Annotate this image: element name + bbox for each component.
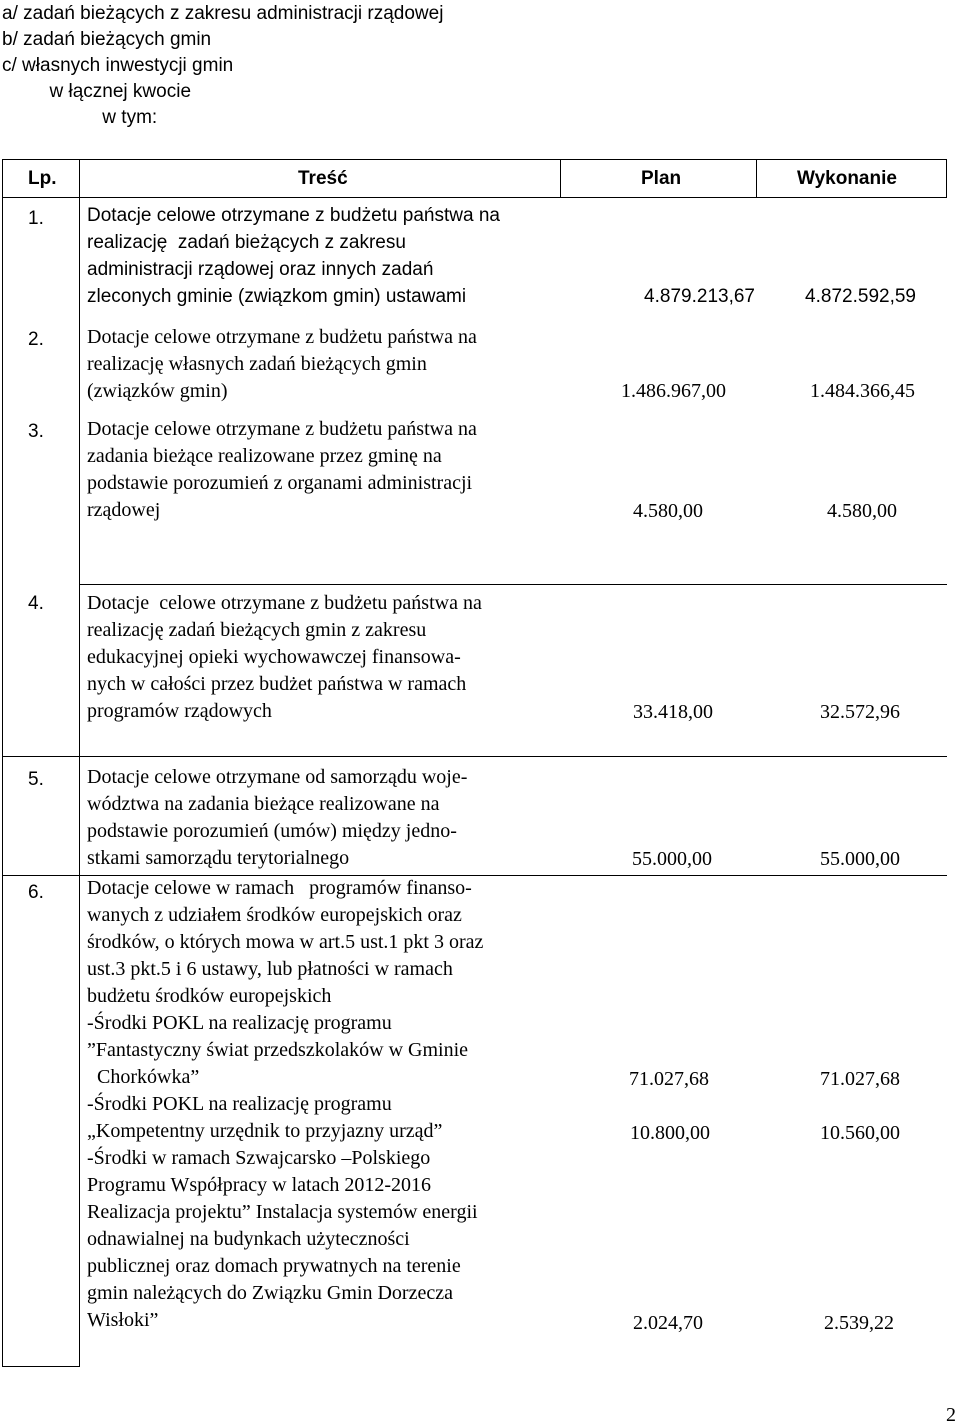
row-6-wykonanie-2: 10.560,00 xyxy=(820,1122,900,1144)
row-1-line: realizację zadań bieżących z zakresu xyxy=(87,232,406,253)
intro-block xyxy=(2,1,443,131)
header-tresc: Treść xyxy=(298,168,348,189)
row-2-lp: 2. xyxy=(28,329,44,350)
row-6-line: Chorkówka” xyxy=(87,1066,200,1088)
row-6-line: środków, o których mowa w art.5 ust.1 pkt 3 oraz xyxy=(87,931,484,953)
row-4-line: Dotacje celowe otrzymane z budżetu państwa na xyxy=(87,592,482,614)
row-6-line: Wisłoki” xyxy=(87,1309,159,1331)
table-top-border xyxy=(2,159,947,160)
row-6-line: gmin należących do Związku Gmin Dorzecza xyxy=(87,1282,453,1304)
row-3-plan: 4.580,00 xyxy=(633,500,703,522)
row-6-line: budżetu środków europejskich xyxy=(87,985,332,1007)
row-3-line: podstawie porozumień z organami administracji xyxy=(87,472,473,494)
row-6-line: -Środki POKL na realizację programu xyxy=(87,1093,392,1115)
row-6-wykonanie-1: 71.027,68 xyxy=(820,1068,900,1090)
row-3-line: zadania bieżące realizowane przez gminę na xyxy=(87,445,442,467)
table-bottom-border xyxy=(2,1366,80,1367)
row-6-line: -Środki w ramach Szwajcarsko –Polskiego xyxy=(87,1147,431,1169)
row-6-line: wanych z udziałem środków europejskich oraz xyxy=(87,904,462,926)
row-6-plan-1: 71.027,68 xyxy=(629,1068,709,1090)
row-4-line: nych w całości przez budżet państwa w ramach xyxy=(87,673,467,695)
row-6-line: „Kompetentny urzędnik to przyjazny urząd” xyxy=(87,1120,443,1142)
intro-line: c/ własnych inwestycji gmin xyxy=(2,55,234,76)
row-2-description xyxy=(87,324,477,405)
column-divider xyxy=(79,159,80,1367)
row-6-line: Programu Współpracy w latach 2012-2016 xyxy=(87,1174,431,1196)
intro-line: w tym: xyxy=(2,107,158,128)
row-2-line: Dotacje celowe otrzymane z budżetu państwa na xyxy=(87,326,477,348)
row-6-wykonanie-3: 2.539,22 xyxy=(824,1312,894,1334)
row-5-line: podstawie porozumień (umów) między jedno- xyxy=(87,820,457,842)
row-3-lp: 3. xyxy=(28,421,44,442)
row-5-line: wództwa na zadania bieżące realizowane na xyxy=(87,793,440,815)
row-6-line: -Środki POKL na realizację programu xyxy=(87,1012,392,1034)
row-5-plan: 55.000,00 xyxy=(632,848,712,870)
page-number: 2 xyxy=(946,1404,956,1426)
row-5-description xyxy=(87,764,467,872)
row-2-line: realizację własnych zadań bieżących gmin xyxy=(87,353,427,375)
row-4-line: edukacyjnej opieki wychowawczej finansowa- xyxy=(87,646,461,668)
row-1-plan: 4.879.213,67 xyxy=(644,286,755,307)
row-1-wykonanie: 4.872.592,59 xyxy=(805,286,916,307)
row-6-line: ”Fantastyczny świat przedszkolaków w Gminie xyxy=(87,1039,469,1061)
row-4-plan: 33.418,00 xyxy=(633,701,713,723)
row-3-line: rządowej xyxy=(87,499,161,521)
header-bottom-border xyxy=(2,197,947,198)
header-plan: Plan xyxy=(641,168,682,189)
header-wykonanie: Wykonanie xyxy=(797,168,897,189)
row-4-line: programów rządowych xyxy=(87,700,272,722)
row-1-lp: 1. xyxy=(28,208,44,229)
intro-line: w łącznej kwocie xyxy=(2,81,192,102)
row-3-description xyxy=(87,416,477,524)
row-6-lp: 6. xyxy=(28,882,44,903)
row-6-line: Dotacje celowe w ramach programów finanso- xyxy=(87,877,472,899)
row-5-line: Dotacje celowe otrzymane od samorządu woje- xyxy=(87,766,468,788)
row-6-line: publicznej oraz domach prywatnych na terenie xyxy=(87,1255,461,1277)
row-5-line: stkami samorządu terytorialnego xyxy=(87,847,350,869)
row-4-wykonanie: 32.572,96 xyxy=(820,701,900,723)
row-1-line: Dotacje celowe otrzymane z budżetu państwa na xyxy=(87,205,500,226)
row-2-wykonanie: 1.484.366,45 xyxy=(810,380,915,402)
header-lp: Lp. xyxy=(28,168,57,189)
row-4-lp: 4. xyxy=(28,593,44,614)
column-divider xyxy=(560,159,561,198)
row-5-lp: 5. xyxy=(28,769,44,790)
row-6-line: Realizacja projektu” Instalacja systemów energii xyxy=(87,1201,478,1223)
intro-line: a/ zadań bieżących z zakresu administracji rządowej xyxy=(2,3,444,24)
table-left-border xyxy=(2,159,3,1367)
row-2-line: (związków gmin) xyxy=(87,380,228,402)
row-separator xyxy=(79,584,947,585)
row-1-line: zleconych gminie (związkom gmin) ustawami xyxy=(87,286,467,307)
row-1-line: administracji rządowej oraz innych zadań xyxy=(87,259,434,280)
row-1-description xyxy=(87,203,500,311)
row-6-line: odnawialnej na budynkach użyteczności xyxy=(87,1228,410,1250)
row-3-line: Dotacje celowe otrzymane z budżetu państwa na xyxy=(87,418,477,440)
row-separator xyxy=(2,756,947,757)
row-5-wykonanie: 55.000,00 xyxy=(820,848,900,870)
row-6-description xyxy=(87,875,483,1334)
row-6-plan-2: 10.800,00 xyxy=(630,1122,710,1144)
row-2-plan: 1.486.967,00 xyxy=(621,380,726,402)
column-divider xyxy=(756,159,757,198)
row-6-line: ust.3 pkt.5 i 6 ustawy, lub płatności w ramach xyxy=(87,958,453,980)
row-6-plan-3: 2.024,70 xyxy=(633,1312,703,1334)
row-3-wykonanie: 4.580,00 xyxy=(827,500,897,522)
row-4-description xyxy=(87,590,482,725)
row-4-line: realizację zadań bieżących gmin z zakresu xyxy=(87,619,427,641)
table-right-border xyxy=(946,159,947,198)
intro-line: b/ zadań bieżących gmin xyxy=(2,29,212,50)
